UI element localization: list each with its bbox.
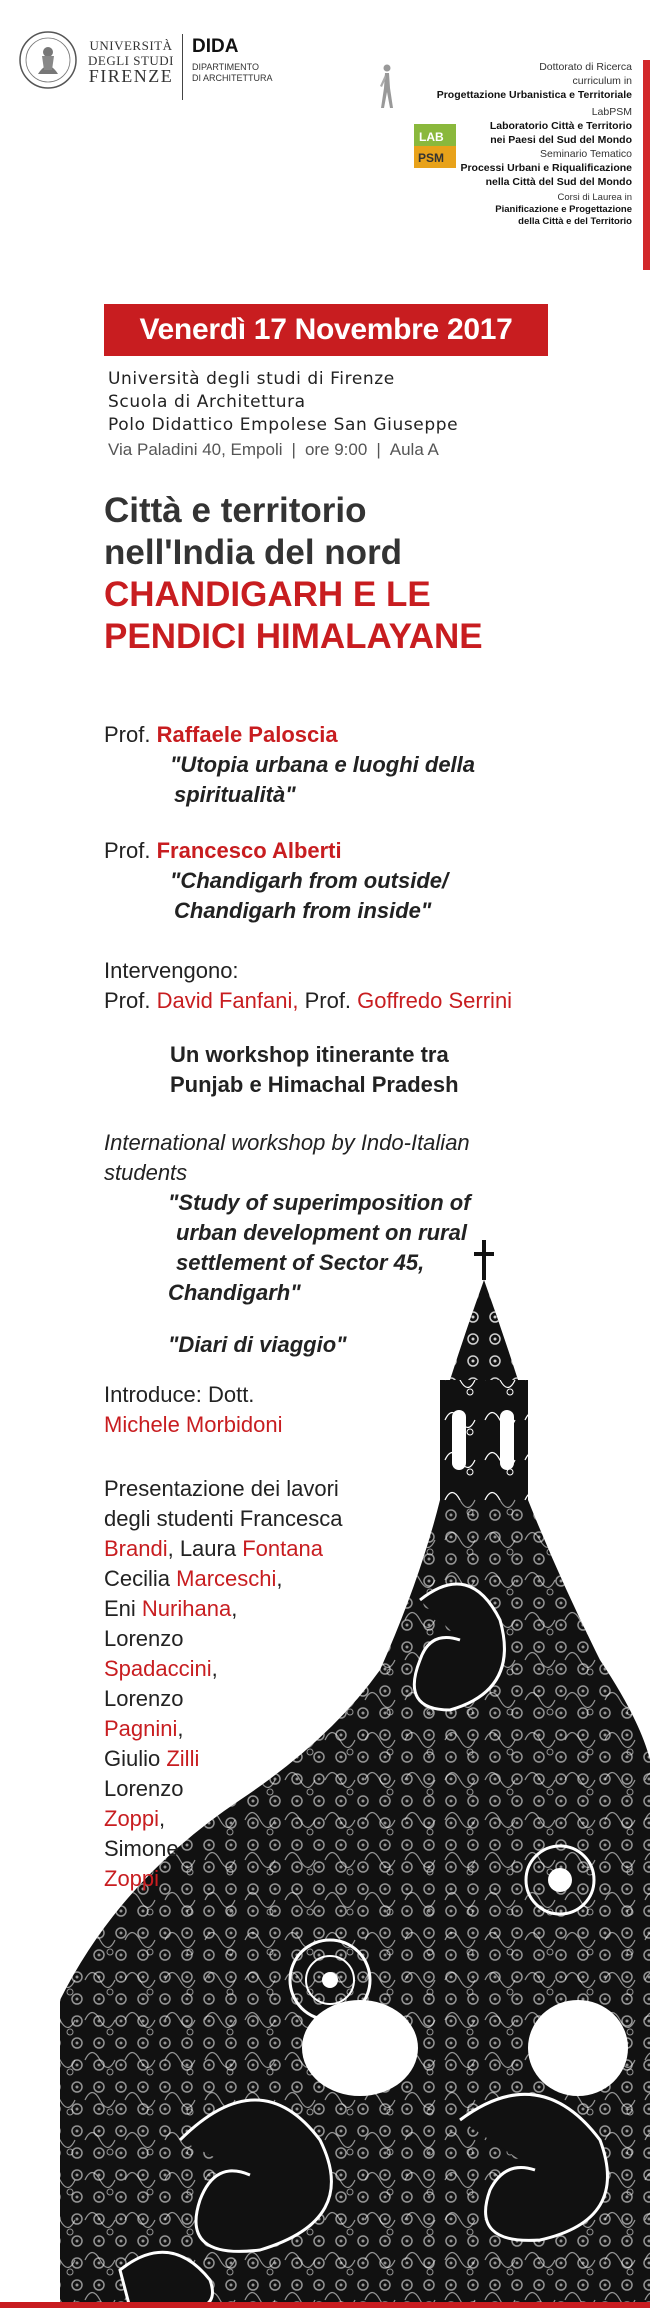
seminar-line1: Processi Urbani e Riqualificazione bbox=[460, 162, 632, 174]
workshop-title bbox=[170, 1040, 459, 1100]
courses-label: Corsi di Laurea in bbox=[557, 192, 632, 203]
talk-title-line1: "Chandigarh from outside/ bbox=[170, 868, 449, 893]
prof-prefix: Prof. bbox=[104, 988, 151, 1013]
student-line bbox=[104, 1744, 342, 1774]
study-line4: Chandigarh" bbox=[168, 1280, 301, 1305]
talk-1 bbox=[104, 720, 475, 810]
separator: | bbox=[376, 440, 381, 459]
introducer-label: Introduce: Dott. bbox=[104, 1382, 255, 1407]
student-tail: , Laura bbox=[167, 1536, 243, 1561]
student-firstname: Lorenzo bbox=[104, 1626, 184, 1651]
venue-line3: Polo Didattico Empolese San Giuseppe bbox=[108, 415, 459, 435]
student-surname: Spadaccini bbox=[104, 1656, 212, 1681]
speaker-name: Goffredo Serrini bbox=[357, 988, 513, 1013]
seminar-line2: nella Città del Sud del Mondo bbox=[485, 176, 632, 188]
header-divider bbox=[182, 34, 183, 100]
speaker-name: Raffaele Paloscia bbox=[156, 722, 338, 747]
separator: | bbox=[291, 440, 296, 459]
student-firstname: Giulio bbox=[104, 1746, 167, 1771]
organizers-block bbox=[372, 60, 632, 228]
student-tail: , bbox=[231, 1596, 238, 1621]
speaker-name: Francesco Alberti bbox=[156, 838, 342, 863]
bottom-accent-bar bbox=[0, 2302, 650, 2308]
curriculum-label: curriculum in bbox=[572, 75, 632, 87]
venue-line1: Università degli studi di Firenze bbox=[108, 369, 395, 389]
introducer-name: Michele Morbidoni bbox=[104, 1412, 283, 1437]
discussants-label: Intervengono: bbox=[104, 958, 239, 983]
address: Via Paladini 40, Empoli bbox=[108, 440, 283, 459]
students-block bbox=[104, 1474, 342, 1894]
student-tail: , bbox=[276, 1566, 283, 1591]
introducer-block bbox=[104, 1380, 283, 1440]
event-time: ore 9:00 bbox=[304, 440, 368, 459]
address-line bbox=[108, 440, 439, 460]
student-surname: Zoppi bbox=[104, 1866, 160, 1891]
student-line bbox=[104, 1654, 342, 1684]
student-line bbox=[104, 1864, 342, 1894]
prof-prefix: Prof. bbox=[304, 988, 352, 1013]
program-name: Progettazione Urbanistica e Territoriale bbox=[436, 89, 632, 101]
department-line2: DI ARCHITETTURA bbox=[192, 73, 273, 83]
student-line bbox=[104, 1804, 342, 1834]
title-line3: CHANDIGARH E LE bbox=[104, 575, 431, 614]
event-room: Aula A bbox=[389, 440, 439, 459]
student-surname: Zoppi bbox=[104, 1806, 160, 1831]
student-line bbox=[104, 1714, 342, 1744]
title-line2: nell'India del nord bbox=[104, 533, 403, 572]
venue-block bbox=[108, 368, 458, 437]
department-line1: DIPARTIMENTO bbox=[192, 62, 260, 72]
student-tail: , bbox=[177, 1716, 184, 1741]
courses-line1: Pianificazione e Progettazione bbox=[495, 204, 632, 215]
prof-prefix: Prof. bbox=[104, 722, 151, 747]
svg-text:LAB: LAB bbox=[419, 130, 444, 144]
lab-line1: Laboratorio Città e Territorio bbox=[489, 120, 632, 132]
department-title: DIDA bbox=[192, 36, 239, 57]
lab-line2: nei Paesi del Sud del Mondo bbox=[490, 134, 632, 146]
talk-title-line2: Chandigarh from inside" bbox=[174, 898, 432, 923]
student-surname: Zilli bbox=[166, 1746, 200, 1771]
students-intro-line2: degli studenti Francesca bbox=[104, 1506, 343, 1531]
student-surname: Pagnini bbox=[104, 1716, 178, 1741]
student-surname: Brandi bbox=[104, 1536, 168, 1561]
doctorate-label: Dottorato di Ricerca bbox=[539, 61, 632, 73]
study-line2: urban development on rural bbox=[176, 1220, 467, 1245]
university-line2: DEGLI STUDI bbox=[88, 53, 175, 68]
talk-2 bbox=[104, 836, 448, 926]
event-date: Venerdì 17 Novembre 2017 bbox=[104, 304, 548, 356]
student-firstname: Cecilia bbox=[104, 1566, 177, 1591]
title-line1: Città e territorio bbox=[104, 491, 367, 530]
svg-text:PSM: PSM bbox=[418, 151, 445, 165]
students-intro-line1: Presentazione dei lavori bbox=[104, 1476, 339, 1501]
student-surname: Marceschi bbox=[176, 1566, 277, 1591]
prof-prefix: Prof. bbox=[104, 838, 151, 863]
intl-line2: students bbox=[104, 1160, 188, 1185]
talk-title-line2: spiritualità" bbox=[174, 782, 296, 807]
seminar-label: Seminario Tematico bbox=[539, 148, 632, 160]
university-line3: FIRENZE bbox=[88, 66, 174, 86]
student-line bbox=[104, 1534, 342, 1564]
title-line4: PENDICI HIMALAYANE bbox=[104, 617, 483, 656]
student-tail: , bbox=[159, 1806, 166, 1831]
student-firstname: Eni bbox=[104, 1596, 142, 1621]
student-line bbox=[104, 1564, 342, 1594]
intl-line1: International workshop by Indo-Italian bbox=[104, 1130, 470, 1155]
workshop-line2: Punjab e Himachal Pradesh bbox=[170, 1072, 459, 1097]
discussants bbox=[104, 956, 512, 1016]
university-seal-logo bbox=[18, 30, 78, 90]
student-surname: Nurihana bbox=[141, 1596, 232, 1621]
courses-line2: della Città e del Territorio bbox=[518, 216, 632, 227]
student-firstname: Lorenzo bbox=[104, 1776, 184, 1801]
student-line bbox=[104, 1594, 342, 1624]
student-surname: Fontana bbox=[242, 1536, 323, 1561]
event-title bbox=[104, 490, 483, 658]
student-firstname: Lorenzo bbox=[104, 1686, 184, 1711]
university-name bbox=[88, 38, 174, 84]
talk-title-line1: "Utopia urbana e luoghi della bbox=[170, 752, 476, 777]
student-firstname: Simone bbox=[104, 1836, 179, 1861]
accent-bar bbox=[643, 60, 650, 270]
study-line3: settlement of Sector 45, bbox=[176, 1250, 425, 1275]
lab-short-name: LabPSM bbox=[591, 106, 632, 118]
student-tail: , bbox=[211, 1656, 218, 1681]
workshop-line1: Un workshop itinerante tra bbox=[170, 1042, 449, 1067]
university-line1: UNIVERSITÀ bbox=[89, 38, 173, 53]
speaker-name: David Fanfani, bbox=[156, 988, 299, 1013]
diari-title: "Diari di viaggio" bbox=[168, 1332, 347, 1357]
venue-line2: Scuola di Architettura bbox=[108, 392, 306, 412]
department-logo bbox=[192, 36, 273, 84]
study-line1: "Study of superimposition of bbox=[168, 1190, 471, 1215]
